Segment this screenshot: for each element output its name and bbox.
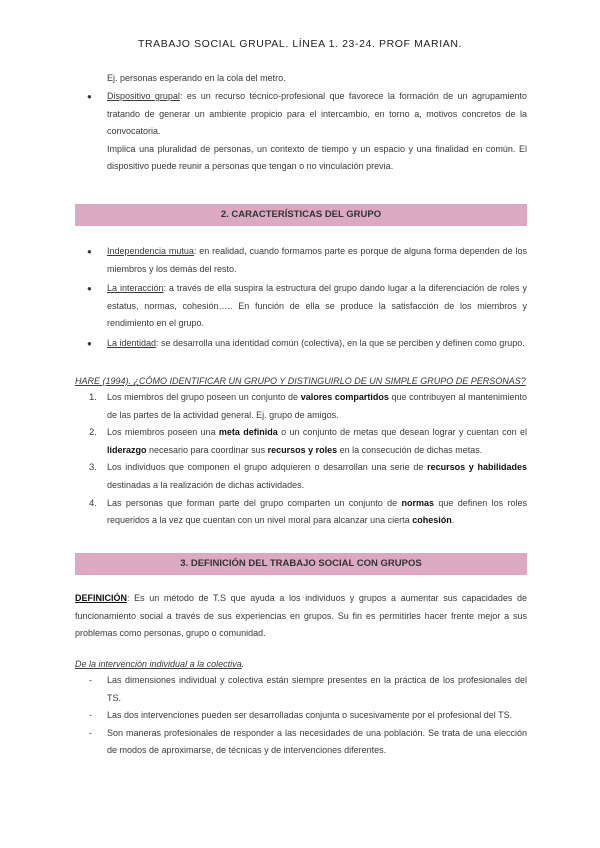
bullet-term: Independencia mutua xyxy=(107,246,194,256)
bullet-icon: ● xyxy=(87,92,92,101)
bullet-icon: ● xyxy=(87,338,92,348)
item-text: destinadas a la realización de dichas actividades. xyxy=(107,479,305,490)
list-item xyxy=(89,459,527,494)
definition-paragraph xyxy=(75,590,527,643)
item-number: 4. xyxy=(89,497,97,509)
item-bold: meta definida xyxy=(218,427,278,438)
example-text: Ej. personas esperando en la cola del metro. xyxy=(107,73,286,83)
list-item xyxy=(89,424,528,459)
item-text: necesario para coordinar sus xyxy=(146,444,268,455)
hare-title: HARE (1994). ¿CÓMO IDENTIFICAR UN GRUPO Y DISTINGUIRLO DE UN SIMPLE GRUPO DE PERSONAS? xyxy=(75,376,526,386)
item-text: o un conjunto de metas que desean lograr y cuentan con el xyxy=(277,427,528,438)
item-text: Las personas que forman parte del grupo comparten un conjunto de xyxy=(107,497,402,508)
item-text: que definen los roles requeridos a la vez que cuentan con un nivel moral para alcanzar una cierta xyxy=(107,497,527,526)
item-bold: recursos y roles xyxy=(267,444,338,455)
bullet-text: : a través de ella suspira la estructura del grupo dando lugar a la diferenciación de roles y estatus, normas, cohesión….. En función de ella se produce la satisfacción de los miembros y rendimiento en el grupo. xyxy=(107,283,527,329)
item-bold: normas xyxy=(401,497,435,508)
item-text: . xyxy=(451,515,455,526)
subtitle-text: De la intervención individual a la colectiva xyxy=(75,659,242,669)
section-2-bullets xyxy=(87,243,527,353)
list-item xyxy=(89,672,527,707)
definition-text: : Es un método de T.S que ayuda a los individuos y grupos a aumentar sus capacidades de funcionamiento social a través de sus experiencias en grupos. Su fin es permitirles hacer frente mejor a sus problemas como personas, grupo o comunidad. xyxy=(75,593,527,639)
definition-label: DEFINICIÓN xyxy=(75,593,128,603)
item-text: que contribuyen al mantenimiento de las partes de la actividad general. Ej. grupo de amigos. xyxy=(107,392,527,420)
item-bold: recursos y habilidades xyxy=(427,462,527,473)
bullet-term: La interacción xyxy=(107,283,164,294)
dash-marker: - xyxy=(89,675,92,685)
dash-list xyxy=(89,672,527,760)
list-item xyxy=(87,335,527,353)
section-3-banner: 3. DEFINICIÓN DEL TRABAJO SOCIAL CON GRUPOS xyxy=(75,553,527,575)
item-number: 2. xyxy=(89,427,97,439)
section-2-banner: 2. CARACTERÍSTICAS DEL GRUPO xyxy=(75,204,527,226)
example-line xyxy=(107,70,527,88)
item-text: Los miembros poseen una xyxy=(107,427,219,438)
list-item xyxy=(89,707,527,725)
bullet-icon: ● xyxy=(87,284,92,294)
item-text: Las dimensiones individual y colectiva están siempre presentes en la práctica de los profesionales del TS. xyxy=(107,675,527,703)
list-item xyxy=(87,280,527,333)
bullet-text: : en realidad, cuando formamos parte es porque de alguna forma dependen de los miembros y los demás del resto. xyxy=(107,246,527,274)
bullet-dispositivo xyxy=(87,88,527,176)
bullet-term: Dispositivo grupal xyxy=(107,91,180,101)
bullet-text: : se desarrolla una identidad común (colectiva), en la que se perciben y definen como grupo. xyxy=(156,337,525,348)
item-text: Los individuos que componen el grupo adquieren o desarrollan una serie de xyxy=(107,462,428,473)
bullet-term: La identidad xyxy=(107,337,157,348)
item-bold: cohesión xyxy=(412,515,452,526)
list-item xyxy=(89,495,527,530)
item-number: 1. xyxy=(89,392,97,403)
item-text: Las dos intervenciones pueden ser desarrolladas conjunta o sucesivamente por el profesional del TS. xyxy=(107,710,513,721)
item-number: 3. xyxy=(89,462,97,474)
list-item xyxy=(89,389,527,424)
item-text: Son maneras profesionales de responder a las necesidades de una población. Se trata de una elección de modos de aproximarse, de técnicas y de intervenciones diferentes. xyxy=(107,727,527,756)
list-item xyxy=(89,725,527,760)
item-bold: liderazgo xyxy=(107,444,147,455)
item-text: en la consecución de dichas metas. xyxy=(337,444,483,455)
bullet-icon: ● xyxy=(87,247,92,256)
dash-marker: - xyxy=(89,710,92,721)
bullet-extra: Implica una pluralidad de personas, un contexto de tiempo y un espacio y una finalidad en común. El dispositivo puede reunir a personas que tengan o no vinculación previa. xyxy=(107,143,527,172)
hare-list xyxy=(89,389,528,530)
item-bold: valores compartidos xyxy=(300,392,389,402)
item-text: Los miembros del grupo poseen un conjunto de xyxy=(107,392,301,402)
subtitle xyxy=(75,656,527,674)
list-item xyxy=(87,243,527,278)
subtitle-end: . xyxy=(241,659,245,669)
dash-marker: - xyxy=(89,727,92,738)
page-header: TRABAJO SOCIAL GRUPAL. LÍNEA 1. 23-24. PROF MARIAN. xyxy=(137,38,463,50)
bullet-text: : es un recurso técnico-profesional que favorece la formación de un agrupamiento tratando de generar un ambiente propicio para el intercambio, en torno a, motivos concretos de la convocatoria. xyxy=(107,91,527,137)
